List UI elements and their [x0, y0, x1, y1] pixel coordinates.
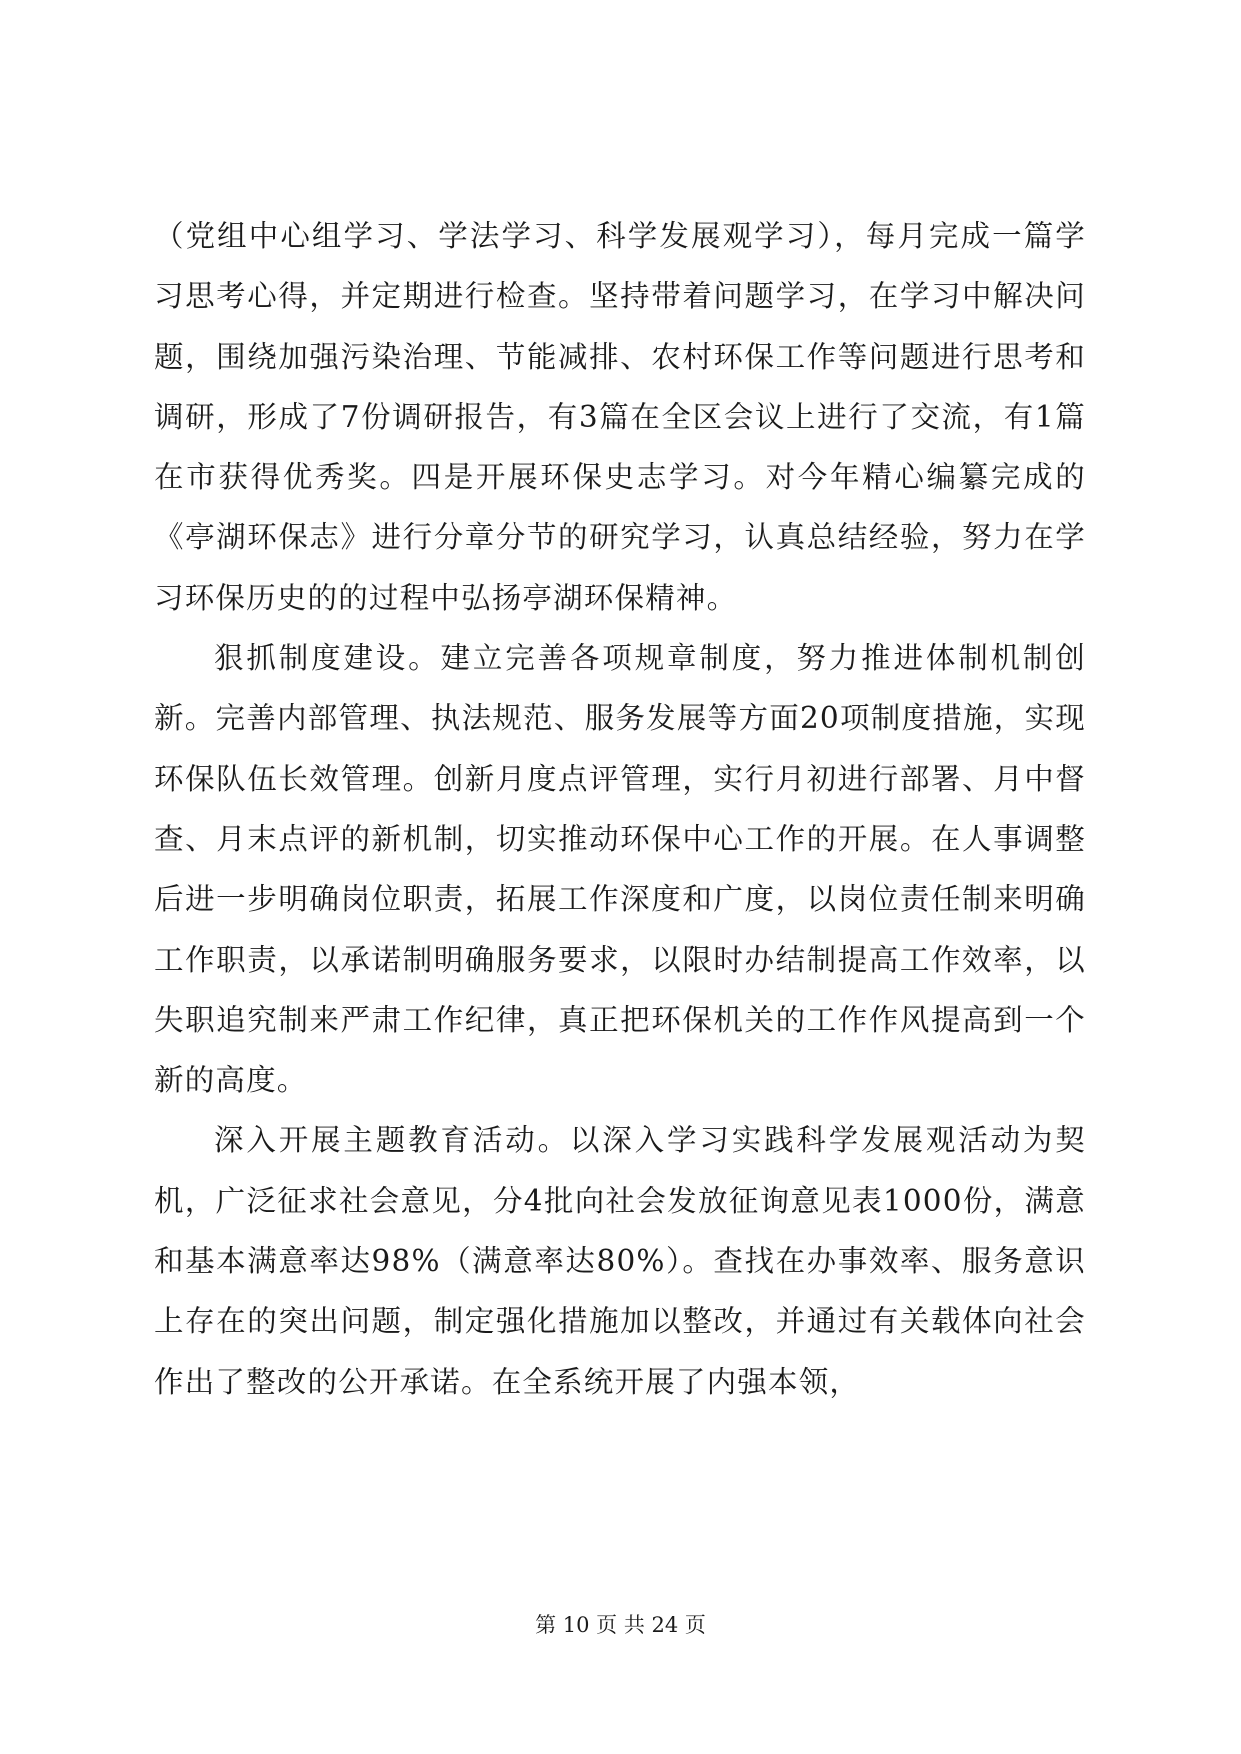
page-number-footer: 第 10 页 共 24 页	[535, 1613, 706, 1637]
paragraph-continuation: （党组中心组学习、学法学习、科学发展观学习），每月完成一篇学习思考心得，并定期进行检查。坚持带着问题学习，在学习中解决问题，围绕加强污染治理、节能减排、农村环保工作等问题进行思考和调研，形成了7份调研报告，有3篇在全区会议上进行了交流，有1篇在市获得优秀奖。四是开展环保史志学习。对今年精心编纂完成的《亭湖环保志》进行分章分节的研究学习，认真总结经验，努力在学习环保历史的的过程中弘扬亭湖环保精神。	[154, 219, 1086, 615]
paragraph-system-building: 狠抓制度建设。建立完善各项规章制度，努力推进体制机制创新。完善内部管理、执法规范、服务发展等方面20项制度措施，实现环保队伍长效管理。创新月度点评管理，实行月初进行部署、月中督查、月末点评的新机制，切实推动环保中心工作的开展。在人事调整后进一步明确岗位职责，拓展工作深度和广度，以岗位责任制来明确工作职责，以承诺制明确服务要求，以限时办结制提高工作效率，以失职追究制来严肃工作纪律，真正把环保机关的工作作风提高到一个新的高度。	[154, 641, 1086, 1098]
paragraph-theme-education: 深入开展主题教育活动。以深入学习实践科学发展观活动为契机，广泛征求社会意见，分4批向社会发放征询意见表1000份，满意和基本满意率达98%（满意率达80%）。查找在办事效率、服务意识上存在的突出问题，制定强化措施加以整改，并通过有关载体向社会作出了整改的公开承诺。在全系统开展了内强本领，	[154, 1123, 1086, 1399]
document-body	[154, 206, 1086, 1412]
